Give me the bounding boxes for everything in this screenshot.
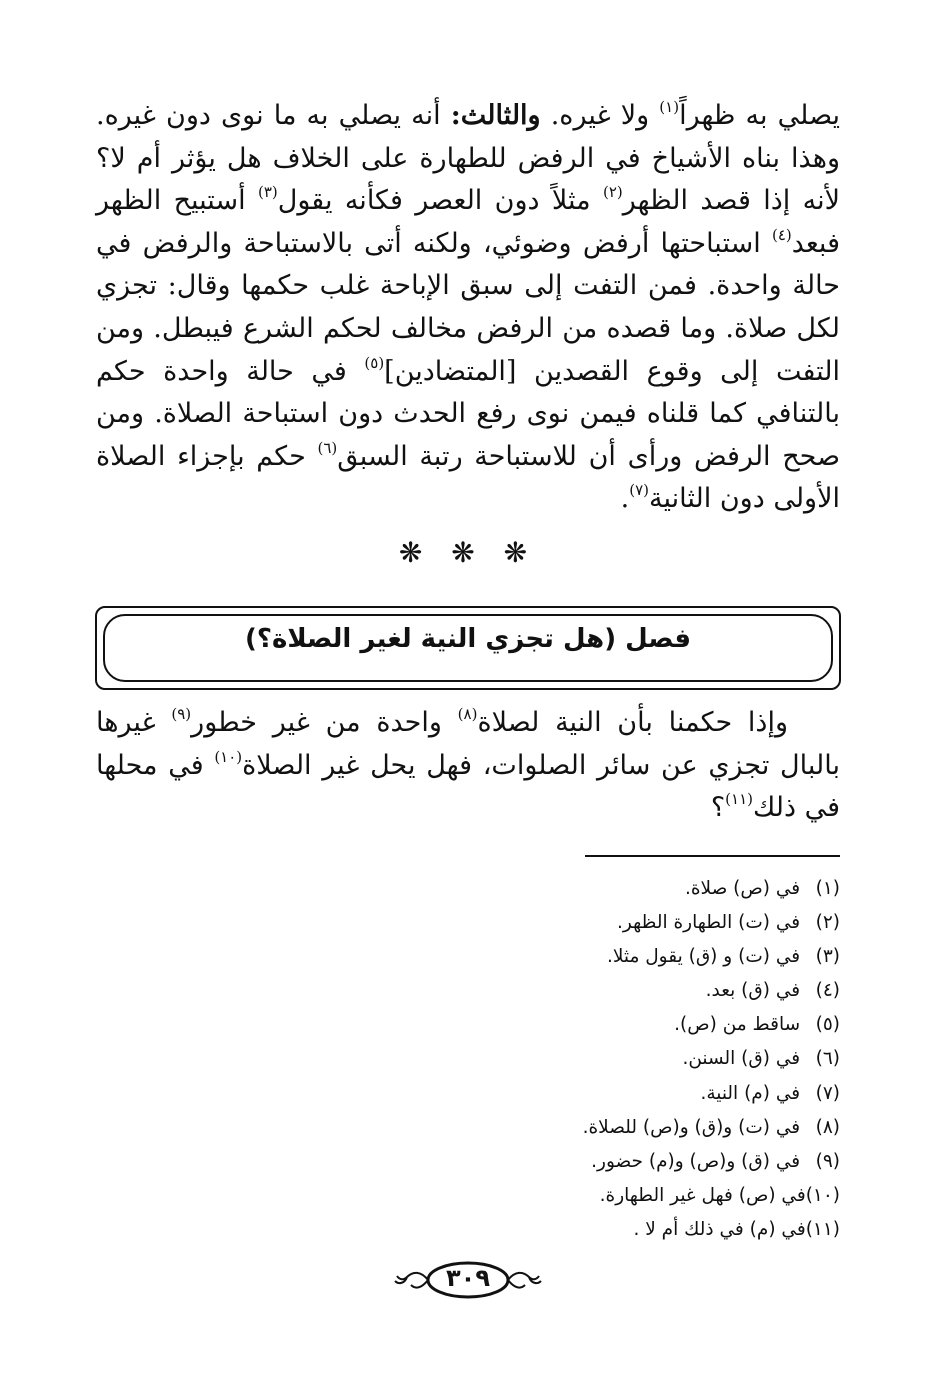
footnote-number: (٥) bbox=[815, 1014, 840, 1036]
text-run: وإذا حكمنا بأن النية لصلاة bbox=[477, 707, 788, 738]
footnote-ref-11[interactable]: (١١) bbox=[725, 790, 753, 809]
footnote-ref-9[interactable]: (٩) bbox=[171, 705, 192, 723]
footnote-ref-5[interactable]: (٥) bbox=[364, 353, 385, 372]
footnote-divider bbox=[585, 855, 840, 857]
footnote-item bbox=[300, 1179, 840, 1213]
text-run: أنه يصلي به ما نوى دون غيره. وهذا بناه الأشياخ في الرفض للطهارة على الخلاف هل يؤثر أم لا؟ لأنه إذا قصد الظهر bbox=[96, 100, 840, 217]
text-run: حكم بإجزاء الصلاة الأولى دون الثانية bbox=[96, 440, 840, 515]
footnote-number: (٤) bbox=[815, 980, 840, 1002]
footnote-text: في (ق) السنن. bbox=[682, 1048, 801, 1070]
footnote-text: في (ت) الطهارة الظهر. bbox=[617, 912, 801, 934]
footnote-ref-3[interactable]: (٣) bbox=[257, 183, 278, 202]
text-run: في حالة واحدة حكم بالتنافي كما قلناه فيمن نوى رفع الحدث دون استباحة الصلاة. ومن صحح الرفض ورأى أن للاستباحة رتبة السبق bbox=[96, 355, 841, 472]
footnote-item bbox=[300, 1077, 840, 1111]
text-run: غيرها بالبال تجزي عن سائر الصلوات، فهل يحل غير الصلاة bbox=[96, 707, 841, 781]
footnote-text: في (ص) فهل غير الطهارة. bbox=[599, 1184, 806, 1206]
footnotes-list bbox=[300, 872, 840, 1247]
footnote-ref-10[interactable]: (١٠) bbox=[214, 747, 243, 766]
footnote-number: (٨) bbox=[815, 1116, 840, 1138]
footnote-text: ساقط من (ص). bbox=[674, 1014, 801, 1036]
footnote-number: (٣) bbox=[815, 946, 840, 968]
paragraph-2 bbox=[96, 702, 840, 830]
footnote-number: (٦) bbox=[815, 1048, 840, 1070]
section-heading-frame bbox=[95, 606, 841, 690]
page-number-ornament bbox=[393, 1259, 543, 1301]
footnote-item bbox=[300, 1008, 840, 1042]
section-separator: ❋ ❋ ❋ bbox=[398, 536, 538, 569]
footnote-item bbox=[300, 1042, 840, 1076]
footnote-item bbox=[300, 940, 840, 974]
section-heading: فصل (هل تجزي النية لغير الصلاة؟) bbox=[245, 624, 691, 654]
footnote-number: (١) bbox=[815, 878, 840, 899]
footnote-item bbox=[300, 974, 840, 1008]
text-run: . bbox=[620, 483, 630, 515]
footnote-item bbox=[300, 906, 840, 940]
footnote-ref-7[interactable]: (٧) bbox=[629, 481, 650, 500]
section-paragraph bbox=[96, 702, 840, 830]
bold-term: والثالث: bbox=[450, 100, 541, 131]
footnote-text: في (م) في ذلك أم لا . bbox=[633, 1218, 806, 1240]
text-run: ولا غيره. bbox=[540, 100, 660, 131]
text-run: في محلها في ذلك bbox=[96, 749, 840, 824]
footnote-item bbox=[300, 1111, 840, 1145]
footnote-number: (٩) bbox=[815, 1150, 840, 1172]
footnote-ref-8[interactable]: (٨) bbox=[457, 705, 478, 723]
footnote-text: في (ق) بعد. bbox=[705, 980, 801, 1002]
footnote-text: في (ت) و(ق) و(ص) للصلاة. bbox=[582, 1116, 801, 1138]
footnote-number: (٢) bbox=[815, 912, 840, 934]
footnote-ref-1[interactable]: (١) bbox=[659, 98, 680, 116]
footnote-text: في (ص) صلاة. bbox=[684, 878, 801, 899]
footnote-ref-6[interactable]: (٦) bbox=[317, 438, 338, 457]
footnote-number: (١٠) bbox=[805, 1184, 840, 1206]
footnote-text: في (م) النية. bbox=[700, 1082, 801, 1104]
text-run: أستبيح الظهر فبعد bbox=[96, 185, 840, 259]
paragraph-1 bbox=[96, 95, 840, 521]
footnote-item bbox=[300, 1145, 840, 1179]
footnote-number: (١١) bbox=[805, 1218, 840, 1240]
text-run: مثلاً دون العصر فكأنه يقول bbox=[277, 185, 603, 217]
main-paragraph bbox=[96, 95, 840, 521]
footnote-ref-4[interactable]: (٤) bbox=[771, 225, 792, 244]
footnote-text: في (ت) و (ق) يقول مثلا. bbox=[606, 946, 801, 968]
text-run: ؟ bbox=[710, 792, 726, 824]
text-run: يصلي به ظهراً bbox=[679, 100, 841, 131]
page-number: ٣٠٩ bbox=[446, 1264, 490, 1292]
footnote-item bbox=[300, 1213, 840, 1247]
footnote-text: في (ق) و(ص) و(م) حضور. bbox=[591, 1150, 801, 1172]
footnote-ref-2[interactable]: (٢) bbox=[603, 183, 623, 202]
text-run: واحدة من غير خطور bbox=[191, 707, 458, 738]
footnote-item bbox=[300, 872, 840, 906]
footnote-number: (٧) bbox=[815, 1082, 840, 1104]
text-run: استباحتها أرفض وضوئي، ولكنه أتى بالاستباحة والرفض في حالة واحدة. فمن التفت إلى سبق الإباحة غلب حكمها وقال: تجزي لكل صلاة. وما قصده من الرفض مخالف لحكم الشرع فيبطل. ومن التفت إلى وقوع القصدين [المتضادين] bbox=[96, 227, 841, 387]
